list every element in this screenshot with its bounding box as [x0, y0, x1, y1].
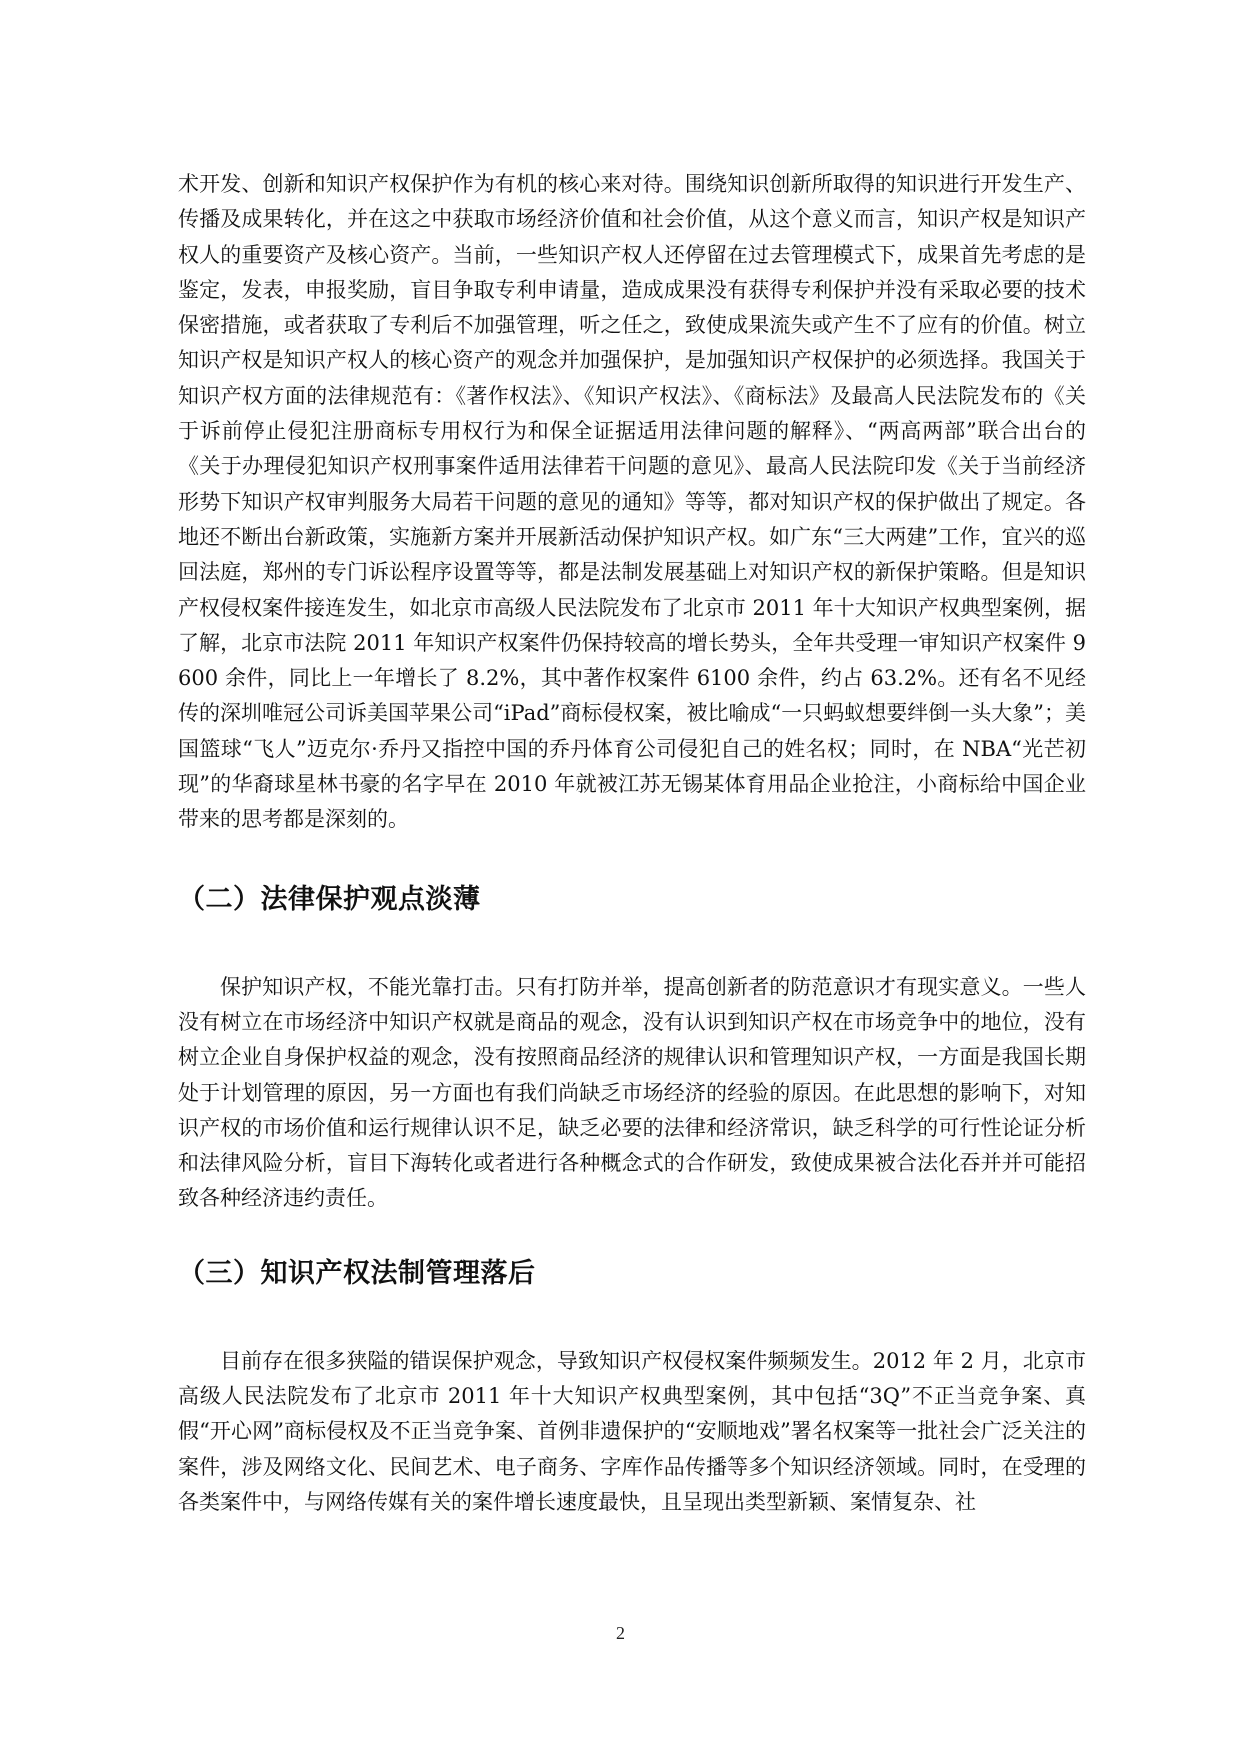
- section-heading: （二）法律保护观点淡薄: [178, 883, 481, 915]
- section-heading: （三）知识产权法制管理落后: [178, 1257, 536, 1289]
- body-paragraph: 术开发、创新和知识产权保护作为有机的核心来对待。围绕知识创新所取得的知识进行开发生产、传播及成果转化，并在这之中获取市场经济价值和社会价值，从这个意义而言，知识产权是知识产权人的重要资产及核心资产。当前，一些知识产权人还停留在过去管理模式下，成果首先考虑的是鉴定，发表，申报奖励，盲目争取专利申请量，造成成果没有获得专利保护并没有采取必要的技术保密措施，或者获取了专利后不加强管理，听之任之，致使成果流失或产生不了应有的价值。树立知识产权是知识产权人的核心资产的观念并加强保护，是加强知识产权保护的必须选择。我国关于知识产权方面的法律规范有：《著作权法》、《知识产权法》、《商标法》及最高人民法院发布的《关于诉前停止侵犯注册商标专用权行为和保全证据适用法律问题的解释》、“两高两部”联合出台的《关于办理侵犯知识产权刑事案件适用法律若干问题的意见》、最高人民法院印发《关于当前经济形势下知识产权审判服务大局若干问题的意见的通知》等等，都对知识产权的保护做出了规定。各地还不断出台新政策，实施新方案并开展新活动保护知识产权。如广东“三大两建”工作，宜兴的巡回法庭，郑州的专门诉讼程序设置等等，都是法制发展基础上对知识产权的新保护策略。但是知识产权侵权案件接连发生，如北京市高级人民法院发布了北京市 2011 年十大知识产权典型案例，据了解，北京市法院 2011 年知识产权案件仍保持较高的增长势头，全年共受理一审知识产权案件 9600 余件，同比上一年增长了 8.2%，其中著作权案件 6100 余件，约占 63.2%。还有名不见经传的深圳唯冠公司诉美国苹果公司“iPad”商标侵权案，被比喻成“一只蚂蚁想要绊倒一头大象”；美国篮球“飞人”迈克尔·乔丹又指控中国的乔丹体育公司侵犯自己的姓名权；同时，在 NBA“光芒初现”的华裔球星林书豪的名字早在 2010 年就被江苏无锡某体育用品企业抢注，小商标给中国企业带来的思考都是深刻的。: [178, 172, 1086, 832]
- body-paragraph: 保护知识产权，不能光靠打击。只有打防并举，提高创新者的防范意识才有现实意义。一些人没有树立在市场经济中知识产权就是商品的观念，没有认识到知识产权在市场竞争中的地位，没有树立企业自身保护权益的观念，没有按照商品经济的规律认识和管理知识产权，一方面是我国长期处于计划管理的原因，另一方面也有我们尚缺乏市场经济的经验的原因。在此思想的影响下，对知识产权的市场价值和运行规律认识不足，缺乏必要的法律和经济常识，缺乏科学的可行性论证分析和法律风险分析，盲目下海转化或者进行各种概念式的合作研发，致使成果被合法化吞并并可能招致各种经济违约责任。: [178, 974, 1086, 1211]
- page-number: 2: [616, 1623, 625, 1643]
- body-paragraph: 目前存在很多狭隘的错误保护观念，导致知识产权侵权案件频频发生。2012 年 2 月，北京市高级人民法院发布了北京市 2011 年十大知识产权典型案例，其中包括“3Q”不正当竞争案、真假“开心网”商标侵权及不正当竞争案、首例非遗保护的“安顺地戏”署名权案等一批社会广泛关注的案件，涉及网络文化、民间艺术、电子商务、字库作品传播等多个知识经济领域。同时，在受理的各类案件中，与网络传媒有关的案件增长速度最快，且呈现出类型新颖、案情复杂、社: [178, 1348, 1086, 1514]
- document-body: [178, 167, 1086, 1520]
